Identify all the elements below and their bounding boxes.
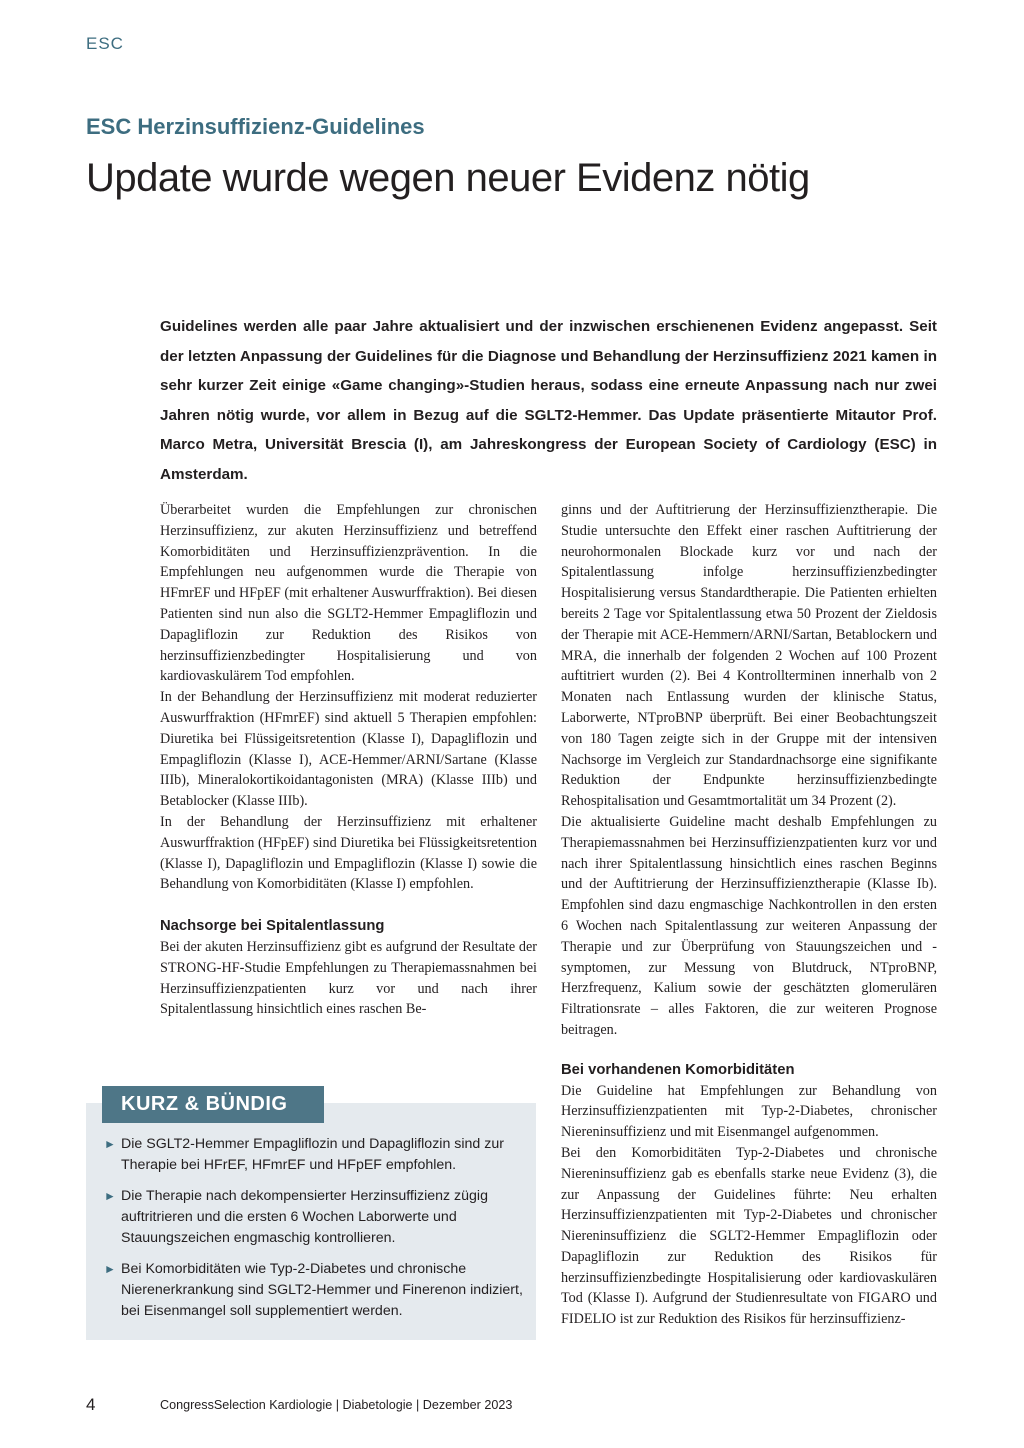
summary-item [104, 1186, 524, 1249]
article-headline: Update wurde wegen neuer Evidenz nötig [86, 156, 810, 200]
body-paragraph: Bei der akuten Herzinsuffizienz gibt es aufgrund der Resultate der STRONG-HF-Studie Empfehlungen zu Therapiemassnahmen bei Herzinsuffizienzpatienten kurz vor und nach ihrer Spitalentlassung hinsichtlich eines raschen Be- [160, 938, 537, 1018]
summary-item-text: Die Therapie nach dekompensierter Herzinsuffizienz zügig auftritrieren und die ersten 6 Wochen Laborwerte und Stauungszeichen engmaschig kontrollieren. [121, 1188, 488, 1246]
triangle-bullet-icon: ► [104, 1262, 116, 1276]
body-paragraph: In der Behandlung der Herzinsuffizienz mit erhaltener Auswurffraktion (HFpEF) sind Diuretika bei Flüssigkeitsretention (Klasse I), Dapagliflozin und Empagliflozin (Klasse I) sowie die Behandlung von Komorbiditäten (Klasse I) empfohlen. [160, 813, 537, 893]
summary-list [104, 1134, 524, 1332]
triangle-bullet-icon: ► [104, 1189, 116, 1203]
summary-item [104, 1259, 524, 1322]
footer-publication: CongressSelection Kardiologie | Diabetologie | Dezember 2023 [160, 1398, 513, 1412]
body-paragraph: ginns und der Auftitrierung der Herzinsuffizienztherapie. Die Studie untersuchte den Effekt einer raschen Auftitrierung der neurohormonalen Blockade kurz vor und nach der Spitalentlassung infolge herzinsuffizienzbedingter Hospitalisierung versus Standardtherapie. Die Patienten erhielten bereits 2 Tage vor Spitalentlassung etwa 50 Prozent der Zieldosis der Therapie mit ACE-Hemmern/ARNI/Sartan, Betablockern und MRA, die innerhalb der folgenden 2 Wochen auf 100 Prozent auftitriert wurden (2). Bei 4 Kontrollterminen innerhalb von 2 Monaten nach Entlassung wurden der klinische Status, Laborwerte, NTproBNP überprüft. Bei einer Beobachtungszeit von 180 Tagen zeigte sich in der Gruppe mit der intensiven Nachsorge im Vergleich zur Standardnachsorge eine signifikante Reduktion der Endpunkte herzinsuffizienzbedingte Rehospitalisation und Gesamtmortalität um 34 Prozent (2). [561, 502, 937, 810]
body-column-right [561, 500, 937, 1330]
body-paragraph: Die aktualisierte Guideline macht deshalb Empfehlungen zu Therapiemassnahmen bei Herzinsuffizienzpatienten kurz vor und nach ihrer Spitalentlassung hinsichtlich eines raschen Beginns und der Auftitrierung der Herzinsuffizienztherapie (Klasse Ib). Empfohlen sind dazu engmaschige Nachkontrollen in den ersten 6 Wochen nach Spitalentlassung zur weiteren Anpassung der Therapie und zur Überprüfung von Stauungszeichen und -symptomen, zur Messung von Blutdruck, NTproBNP, Herzfrequenz, Kalium sowie der geschätzten glomerulären Filtrationsrate – alles Faktoren, die zur weiteren Prognose beitragen. [561, 813, 937, 1038]
lead-paragraph: Guidelines werden alle paar Jahre aktualisiert und der inzwischen erschienenen Evidenz angepasst. Seit der letzten Anpassung der Guidelines für die Diagnose und Behandlung der Herzinsuffizienz 2021 kamen in sehr kurzer Zeit einige «Game changing»-Studien heraus, sodass eine erneute Anpassung nach nur zwei Jahren nötig wurde, vor allem in Bezug auf die SGLT2-Hemmer. Das Update präsentierte Mitautor Prof. Marco Metra, Universität Brescia (I), am Jahreskongress der European Society of Cardiology (ESC) in Amsterdam. [160, 318, 937, 483]
page-number: 4 [86, 1395, 96, 1414]
summary-title: KURZ & BÜNDIG [102, 1086, 324, 1123]
summary-item-text: Bei Komorbiditäten wie Typ-2-Diabetes und chronische Nierenerkrankung sind SGLT2-Hemmer und Finerenon indiziert, bei Eisenmangel soll supplementiert werden. [121, 1261, 523, 1319]
body-column-left [160, 500, 537, 1020]
section-label: ESC [86, 34, 124, 53]
summary-item [104, 1134, 524, 1176]
body-paragraph: Überarbeitet wurden die Empfehlungen zur chronischen Herzinsuffizienz, zur akuten Herzinsuffizienz und betreffend Komorbiditäten und Herzinsuffizienzprävention. In die Empfehlungen neu aufgenommen wurde die Therapie von HFmrEF und HFpEF (mit erhaltener Auswurffraktion). Bei diesen Patienten sind nun also die SGLT2-Hemmer Empagliflozin und Dapagliflozin zur Reduktion des Risikos von herzinsuffizienzbedingter Hospitalisierung und von kardiovaskulärem Tod empfohlen. [160, 502, 537, 685]
summary-item-text: Die SGLT2-Hemmer Empagliflozin und Dapagliflozin sind zur Therapie bei HFrEF, HFmrEF und HFpEF empfohlen. [121, 1136, 504, 1173]
body-paragraph: Bei den Komorbiditäten Typ-2-Diabetes und chronische Niereninsuffizienz gab es ebenfalls starke neue Evidenz (3), die zur Anpassung der Guidelines führte: Neu erhalten Herzinsuffizienzpatienten mit Typ-2-Diabetes und chronischer Niereninsuffizienz die SGLT2-Hemmer Empagliflozin oder Dapagliflozin zur Reduktion des Risikos für herzinsuffizienzbedingte Hospitalisierung oder kardiovaskulären Tod (Klasse I). Aufgrund der Studienresultate von FIGARO und FIDELIO ist zur Reduktion des Risikos für herzinsuffizienz- [561, 1144, 937, 1328]
body-paragraph: Die Guideline hat Empfehlungen zur Behandlung von Herzinsuffizienzpatienten mit Typ-2-Diabetes, chronischer Niereninsuffizienz und mit Eisenmangel aufgenommen. [561, 1082, 937, 1141]
article-kicker: ESC Herzinsuffizienz-Guidelines [86, 114, 425, 139]
subheading: Bei vorhandenen Komorbiditäten [561, 1061, 795, 1078]
subheading: Nachsorge bei Spitalentlassung [160, 918, 385, 935]
triangle-bullet-icon: ► [104, 1137, 116, 1151]
body-paragraph: In der Behandlung der Herzinsuffizienz mit moderat reduzierter Auswurffraktion (HFmrEF) sind aktuell 5 Therapien empfohlen: Diuretika bei Flüssigeitsretention (Klasse I), Dapagliflozin und Empagliflozin (Klasse I), ACE-Hemmer/ARNI/Sartane (Klasse IIIb), Mineralokortikoidantagonisten (MRA) (Klasse IIIb) und Betablocker (Klasse IIIb). [160, 689, 537, 810]
